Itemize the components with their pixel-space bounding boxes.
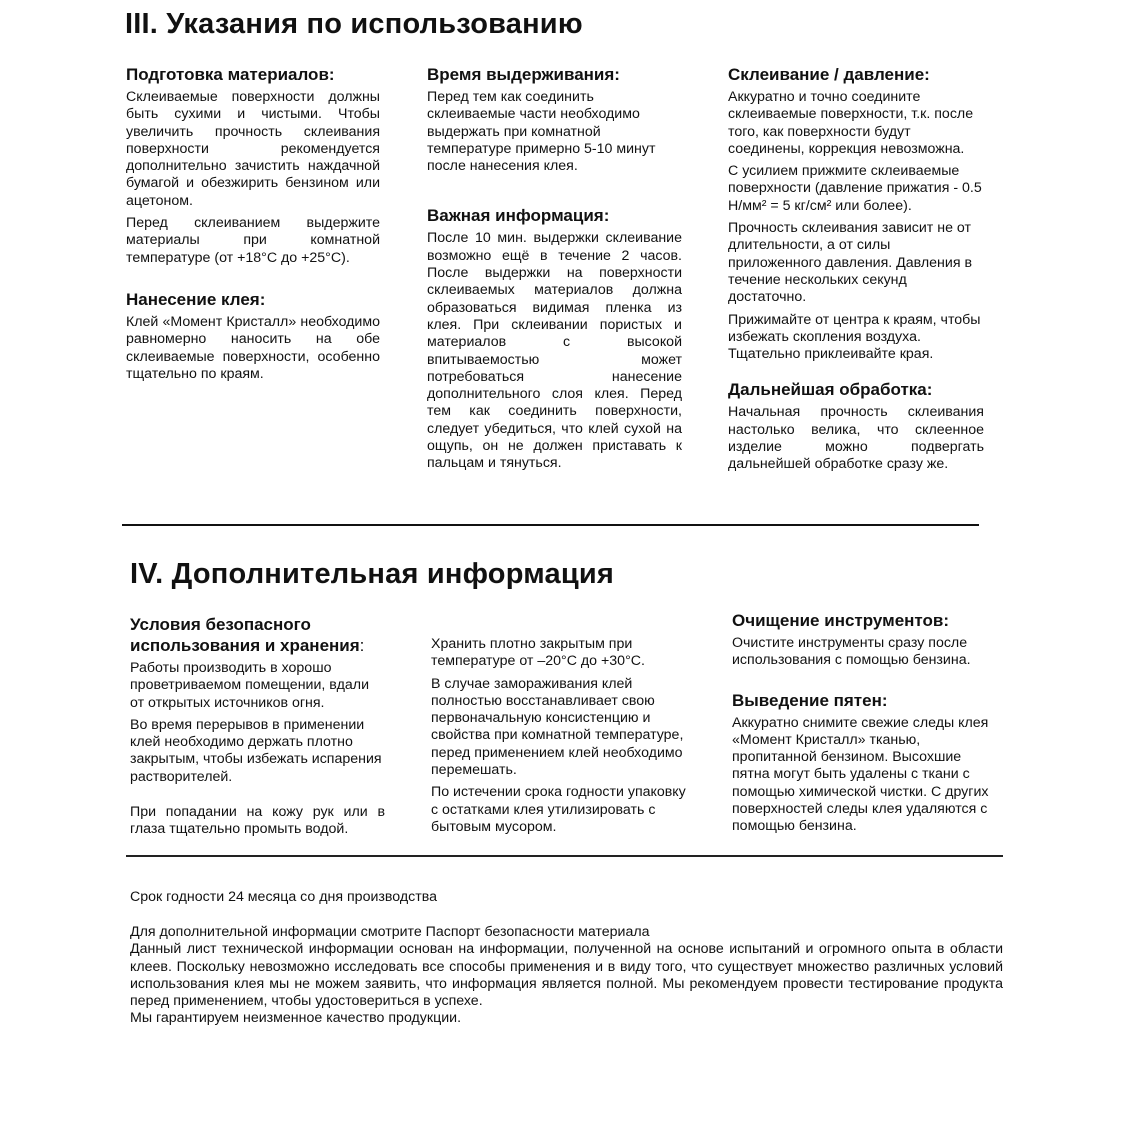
section-3-title: III. Указания по использованию — [125, 8, 583, 40]
section-4-column-1 — [130, 614, 385, 844]
disclaimer-text: Данный лист технической информации основан на информации, полученной на основе испытаний и огромного опыта в области клеев. Поскольку невозможно исследовать все способы применения и в виду того, что существует множество различных условий использования клея мы не можем заявить, что информация является полной. Мы рекомендуем провести тестирование продукта перед применением, чтобы удостовериться в успехе. — [130, 941, 1003, 1010]
bonding-paragraph-4: Прижимайте от центра к краям, чтобы избежать скопления воздуха. Тщательно приклеивайте края. — [728, 311, 981, 363]
tool-cleaning-heading: Очищение инструментов: — [732, 611, 950, 630]
section-4-column-2 — [431, 636, 686, 841]
section-3-column-1 — [126, 64, 380, 388]
important-info-heading: Важная информация: — [427, 206, 610, 226]
storage-paragraph-1: Хранить плотно закрытым при температуре от –20°С до +30°С. — [431, 636, 645, 670]
more-info-text: Для дополнительной информации смотрите Паспорт безопасности материала — [130, 924, 650, 940]
prep-paragraph-1: Склеиваемые поверхности должны быть сухими и чистыми. Чтобы увеличить прочность склеивания поверхности рекомендуется дополнительно зачистить наждачной бумагой и обезжирить бензином или ацетоном. — [126, 89, 380, 209]
safety-heading-text: Условия безопасного использования и хранения — [130, 615, 360, 655]
further-processing-paragraph: Начальная прочность склеивания настолько велика, что склеенное изделие можно подвергать дальнейшей обработке сразу же. — [728, 404, 984, 473]
stain-removal-heading: Выведение пятен: — [732, 690, 888, 710]
bonding-paragraph-1: Аккуратно и точно соедините склеиваемые поверхности, т.к. после того, как поверхности будут соединены, коррекция невозможна. — [728, 89, 974, 157]
apply-heading: Нанесение клея: — [126, 289, 266, 309]
guarantee-text: Мы гарантируем неизменное качество продукции. — [130, 1010, 462, 1027]
storage-paragraph-2: В случае замораживания клей полностью восстанавливает свою первоначальную консистенцию и свойства при комнатной температуре, перед применением клей необходимо перемешать. — [431, 675, 684, 779]
section-4-column-3 — [732, 610, 994, 841]
further-processing-heading: Дальнейшая обработка: — [728, 380, 933, 400]
hold-time-heading: Время выдерживания: — [427, 65, 620, 84]
important-info-paragraph: После 10 мин. выдержки склеивание возможно ещё в течение 2 часов. После выдержки на поверхности склеиваемых материалов должна образоваться видимая пленка из клея. При склеивании пористых и материалов с высокой впитываемостью может потребоваться нанесение дополнительного слоя клея. Перед тем как соединить поверхности, следует убедиться, что клей сухой на ощупь, он не должен приставать к пальцам и тянуться. — [427, 230, 682, 472]
prep-paragraph-2: Перед склеиванием выдержите материалы при комнатной температуре (от +18°С до +25°С). — [126, 215, 380, 266]
safety-heading — [130, 614, 380, 656]
safety-paragraph-2: Во время перерывов в применении клей необходимо держать плотно закрытым, чтобы избежать испарения растворителей. — [130, 716, 382, 785]
safety-paragraph-3: При попадании на кожу рук или в глаза тщательно промыть водой. — [130, 804, 385, 838]
hold-time-paragraph: Перед тем как соединить склеиваемые части необходимо выдержать при комнатной температуре примерно 5-10 минут после нанесения клея. — [427, 89, 656, 175]
stain-removal-paragraph: Аккуратно снимите свежие следы клея «Момент Кристалл» тканью, пропитанной бензином. Высохшие пятна могут быть удалены с ткани с помощью химической чистки. С других поверхностей следы клея удаляются с помощью бензина. — [732, 714, 989, 835]
shelf-life-text: Срок годности 24 месяца со дня производства — [130, 889, 437, 905]
section-3-column-2 — [427, 64, 682, 478]
section-3-column-3 — [728, 64, 984, 479]
prep-heading: Подготовка материалов: — [126, 65, 335, 84]
footer-divider — [126, 855, 1003, 857]
footer-notes — [130, 924, 1003, 1028]
section-4-title: IV. Дополнительная информация — [130, 558, 615, 590]
apply-paragraph: Клей «Момент Кристалл» необходимо равномерно наносить на обе склеиваемые поверхности, особенно тщательно по краям. — [126, 313, 380, 382]
safety-heading-colon: : — [359, 636, 365, 655]
bonding-heading: Склеивание / давление: — [728, 65, 930, 84]
bonding-paragraph-3: Прочность склеивания зависит не от длительности, а от силы приложенного давления. Давления в течение нескольких секунд достаточно. — [728, 220, 972, 306]
safety-paragraph-1: Работы производить в хорошо проветриваемом помещении, вдали от открытых источников огня. — [130, 660, 370, 711]
section-divider — [122, 524, 979, 526]
bonding-paragraph-2: С усилием прижмите склеиваемые поверхности (давление прижатия - 0.5 Н/мм² = 5 кг/см² или более). — [728, 163, 982, 214]
storage-paragraph-3: По истечении срока годности упаковку с остатками клея утилизировать с бытовым мусором. — [431, 784, 686, 835]
tool-cleaning-paragraph: Очистите инструменты сразу после использования с помощью бензина. — [732, 635, 971, 669]
